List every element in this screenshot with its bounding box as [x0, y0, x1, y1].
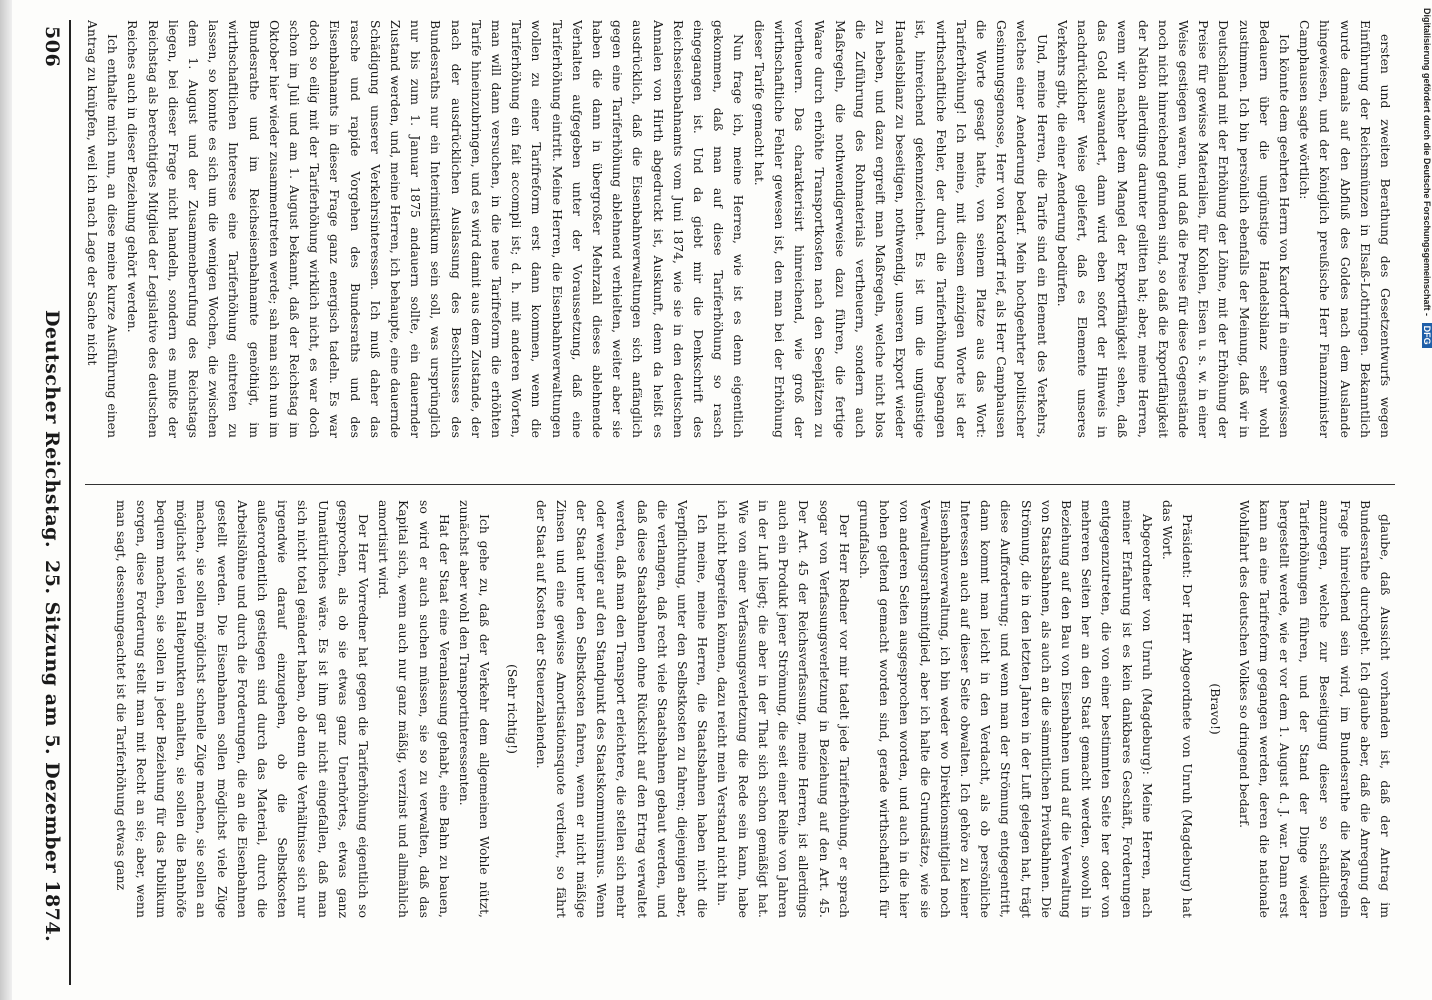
paragraph: Hat der Staat eine Veranlassung gehabt, eine Bahn zu bauen, so wird er auch suchen müssen, sie so zu verwalten, daß das Kapital sich, wenn auch nur ganz mäßig, verzinst und allmählich amortisirt wird. [376, 500, 452, 918]
paragraph: (Bravo!) [1208, 683, 1224, 735]
paragraph: Ich enthalte mich nun, an diese meine kurze Ausführung einen Antrag zu knüpfen, weil ich nach Lage der Sache nicht [85, 20, 121, 438]
paragraph: glaube, daß Aussicht vorhanden ist, daß der Antrag im Bundesrathe durchgeht. Ich glaube aber, daß die Anregung der Frage hinreichend sein wird, im Bundesrathe die Maßregeln anzuregen, welche zur Beseitigung dieser so schädlichen Tariferhöhungen führen, und der Stand der Dinge wieder hergestellt werde, wie er vor dem 1. August d. J. war. Dann erst kann an eine Tarifreform gegangen werden, deren die nationale Wohlfahrt des deutschen Volkes so dringend bedarf. [1236, 500, 1393, 918]
digitization-note [1418, 8, 1432, 988]
publication-title: Deutscher Reichstag. [41, 310, 63, 549]
header-rule [69, 20, 71, 985]
paragraph: Ich gehe zu, daß der Verkehr dem allgemeinen Wohle nützt, zunächst aber wohl den Transportinteressenten. [457, 500, 493, 918]
session-title: 25. Sitzung am 5. Dezember 1874. [41, 560, 63, 943]
page-header [33, 20, 63, 980]
right-text-column [75, 500, 1395, 918]
paragraph: Ich könnte dem geehrten Herrn von Kardorff in einem gewissen Bedauern über die ungünstige Handelsbilanz sehr wohl zustimmen. Ich bin persönlich ebenfalls der Meinung, daß wir in Deutschland mit der Erhöhung der Löhne, mit der Erhöhung der Preise für gewisse Materialien, für Kohlen, Eisen u. s. w. in einer Weise gestiegen waren, und daß die Preise für diese Gegenstände noch nicht hinreichend gefunden sind, so daß die Exportfähigkeit der Nation allerdings darunter gelitten hat; aber, meine Herren, wenn wir nachher dem Mangel der Exportfähigkeit sehen, daß das Gold auswandert, dann wird eben sofort der Hinweis in nachdrücklicher Weise geliefert, daß es Elemente unseres Verkehrs gibt, die einer Aenderung bedürfen. [1054, 20, 1292, 438]
paragraph: Abgeordneter von Unruh (Magdeburg): Meine Herren, nach meiner Erfahrung ist es kein dankbares Geschäft, Forderungen entgegenzutreten, die von einer bestimmten Seite her oder von mehreren Seiten her an den Staat gemacht werden, sowohl in Beziehung auf den Bau von Eisenbahnen und auf die Verwaltung von Staatsbahnen, als auch an die sämmtlichen Privatbahnen. Die Strömung, die in den letzten Jahren in der Luft gelegen hat, trägt diese Aufforderung; und wenn man der Strömung entgegentritt, dann kommt man leicht in den Verdacht, als ob persönliche Interessen auch auf dieser Seite obwalten. Ich gehöre zu keiner Eisenbahnverwaltung, ich bin weder wo Direktionsmitglied noch Verwaltungsrathsmitglied, aber ich halte die Grundsätze, wie sie von anderen Seiten ausgesprochen worden, und auch in die hier hohen geltend gemacht worden sind, gerade wirthschaftlich für grundfalsch. [856, 500, 1155, 918]
left-text-column [75, 20, 1395, 438]
paragraph: Der Herr Vorredner hat gegen die Tariferhöhung eigentlich so gesprochen, als ob sie etwas ganz Unerhörtes, etwas ganz Unnatürliches wäre. Es ist ihm gar nicht eingefallen, daß man sich nicht total geändert haben, ob denn die Verhältnisse sich nur irgendwie darauf einzugehen, ob die Selbstkosten außerordentlich gestiegen sind durch das Material, durch die Arbeitslöhne und durch die Forderungen, die an die Eisenbahnen gestellt werden. Die Eisenbahnen sollen möglichst viele Züge machen, sie sollen möglichst schnelle Züge machen, sie sollen an möglichst vielen Haltepunkten anhalten, sie sollen die Bahnhöfe bequem machen, sie sollen in jeder Beziehung für das Publikum sorgen, diese Forderung stellt man mit Recht an sie; aber, wenn man sagt, dessenungeachtet ist die Tariferhöhung etwas ganz [113, 500, 372, 918]
column-divider [85, 484, 1395, 485]
paragraph: Präsident: Der Herr Abgeordnete von Unruh (Magdeburg) hat das Wort. [1159, 500, 1196, 918]
paragraph: ersten und zweiten Berathung des Gesetzentwurfs wegen Einführung der Reichsmünzen in Elsaß-Lothringen. Bekanntlich wurde damals auf den Abfluß des Goldes nach dem Auslande hingewiesen, und der königlich preußische Herr Finanzminister Camphausen sagte wörtlich: [1297, 20, 1393, 438]
paragraph: Und, meine Herren, die Tarife sind ein Element des Verkehrs, welches einer Aenderung bedarf. Mein hochgeehrter politischer Gesinnungsgenosse, Herr von Kardorff rief, als Herr Camphausen die Worte gesagt hatte, von seinem Platze aus das Wort: Tariferhöhung! Ich meine, mit diesem einzigen Worte ist der wirthschaftliche Fehler, der durch die Tariferhöhung begangen ist, hinreichend gekennzeichnet. Es ist um die ungünstige Handelsbilanz zu beseitigen, nothwendig, unseren Export wieder zu heben, und dazu ergreift man Maßregeln, welche nicht blos die Zuführung des Rohmaterials vertheuern, sondern auch Maßregeln, die nothwendigerweise dazu führen, die fertige Waare durch erhöhte Transportkosten nach den Seeplätzen zu vertheuern. Das charakterisirt hinreichend, wie groß der wirthschaftliche Fehler gewesen ist, den man bei der Erhöhung dieser Tarife gemacht hat. [751, 20, 1050, 438]
digitization-text: Digitalisierung gefördert durch die Deutsche Forschungsgemeinschaft - [1422, 8, 1432, 317]
paragraph: (Sehr richtig!) [505, 664, 521, 754]
dfg-logo: DFG [1422, 323, 1432, 348]
paragraph: Ich meine, meine Herren, die Staatsbahnen haben nicht die Verpflichtung, unter den Selbstkosten zu fahren; diejenigen aber, die verlangen, daß recht viele Staatsbahnen gebaut werden, und daß diese Staatsbahnen ohne Rücksicht auf den Ertrag verwaltet werden, daß man den Transport erleichtere, die stellen sich mehr oder weniger auf den Standpunkt des Staatskommunismus. Wenn der Staat unter den Selbstkosten fahren, wenn er nicht mäßige Zinsen und eine gewisse Amortisationsquote verdient, so fährt der Staat auf Kosten der Steuerzahlenden. [533, 500, 711, 918]
scan-edge-shadow [0, 0, 12, 1000]
paragraph: Nun frage ich, meine Herren, wie ist es denn eigentlich gekommen, daß man auf diese Tariferhöhung so rasch eingegangen ist. Und da giebt mir die Denkschrift des Reichseisenbahnamts vom Juni 1874, wie sie in den deutschen Annalen von Hirth abgedruckt ist, Auskunft, denn da heißt es ausdrücklich, daß die Eisenbahnverwaltungen sich anfänglich gegen eine Tariferhöhung ablehnend verhielten, weiter aber sie haben die dann in übergroßer Mehrzahl dieses ablehnende Verhalten aufgegeben unter der Voraussetzung, daß eine Tariferhöhung eintritt. Meine Herren, die Eisenbahnverwaltungen wollen zu einer Tarifreform erst dann kommen, wenn die Tariferhöhung ein fait accompli ist; d. h. mit anderen Worten, man will dann versuchen, in die neue Tarifreform die erhöhten Tarife hineinzubringen, und es wird damit aus dem Zustande, der nach der ausdrücklichen Auslassung des Beschlusses des Bundesraths nur ein Interimistikum sein soll, was ursprünglich nur bis zum 1. Januar 1875 andauern sollte, ein dauernder Zustand werden, und, meine Herren, ich behaupte, eine dauernde Schädigung unserer Verkehrsinteressen. Ich muß daher das rasche und rapide Vorgehen des Bundesraths und des Eisenbahnamts in dieser Frage ganz energisch tadeln. Es war doch so eilig mit der Tariferhöhung wirklich nicht, es war doch schon im Juli und am 1. August bekannt, daß der Reichstag im Oktober hier wieder zusammentreten werde; sah man sich nun im Bundesrathe und im Reichseisenbahnamte genöthigt, im wirthschaftlichen Interesse eine Tariferhöhung eintreten zu lassen, so konnte es sich um die wenigen Wochen, die zwischen dem 1. August und der Zusammenberufung des Reichstags liegen, bei dieser Frage nicht handeln, sondern es mußte der Reichstag als berechtigtes Mitglied der Legislative des deutschen Reiches auch in dieser Beziehung gehört werden. [125, 20, 747, 438]
rotated-document [15, 0, 1415, 1000]
page-number: 506 [41, 26, 63, 68]
paragraph: Der Herr Redner vor mir tadelt jede Tariferhöhung, er sprach sogar von Verfassungsverletzung in Beziehung auf den Art. 45. Der Art. 45 der Reichsverfassung, meine Herren, ist allerdings auch ein Produkt jener Strömung, die seit einer Reihe von Jahren in der Luft liegt; die aber in der That sich schon gemäßigt hat. Wie von einer Verfassungsverletzung die Rede sein kann, habe ich nicht begreifen können, dazu reicht mein Verstand nicht hin. [715, 500, 852, 918]
